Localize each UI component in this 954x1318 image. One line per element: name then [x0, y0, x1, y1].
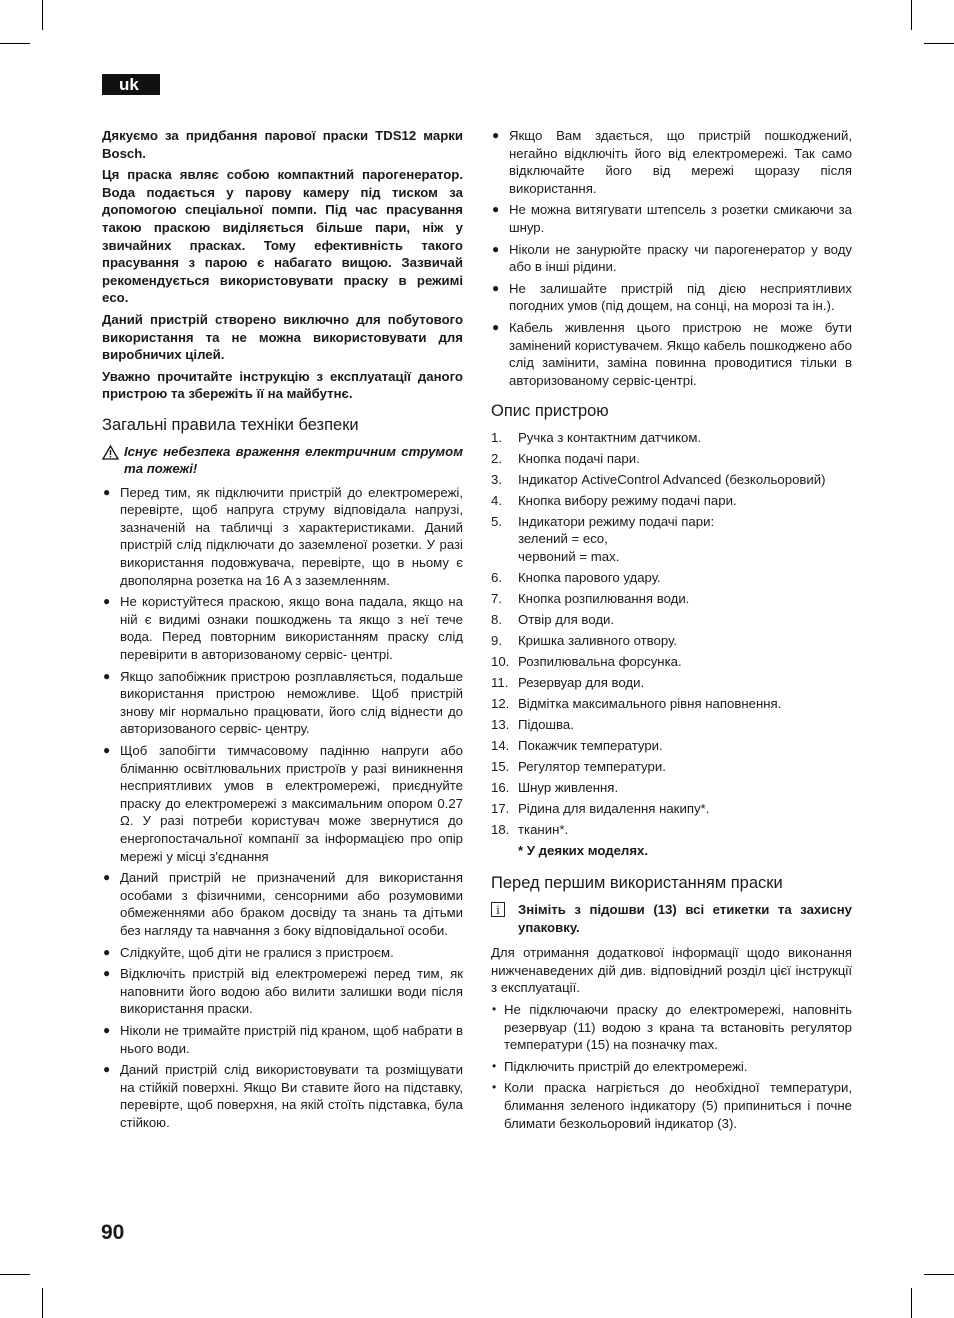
description-heading: Опис пристрою	[491, 402, 609, 421]
info-text: Зніміть з підошви (13) всі етикетки та захисну упаковку.	[518, 902, 852, 935]
bullet-icon: ●	[103, 1022, 111, 1037]
list-item: • Коли праска нагріється до необхідної температури, блимання зеленого індикатору (5) припиниться і почне блимати безкольоровий індикатор (3).	[492, 1080, 852, 1131]
page-number: 90	[101, 1221, 125, 1244]
list-item: 1. Ручка з контактним датчиком.	[491, 429, 702, 445]
list-item: 14. Покажчик температури.	[491, 737, 663, 753]
list-item: 16. Шнур живлення.	[491, 779, 619, 795]
list-item: ● Якщо Вам здається, що пристрій пошкоджений, негайно відключіть його від електромережі. Так само відключайте його від мережі щоразу після використання.	[492, 128, 852, 196]
list-item: 2. Кнопка подачі пари.	[491, 450, 640, 466]
right-column	[491, 127, 852, 1136]
crop-mark	[0, 43, 30, 44]
list-item: ● Даний пристрій слід використовувати та розміщувати на стійкій поверхні. Якщо Ви ставите його на підставку, перевірте, щоб поверхня, на якій стоїть підставка, була стійкою.	[103, 1062, 463, 1130]
list-item: 5. Індикатори режиму подачі пари: зелений = eco, червоний = max.	[491, 513, 715, 565]
crop-mark	[924, 43, 954, 44]
warning-triangle-icon	[102, 445, 119, 460]
bullet-icon: ●	[492, 241, 500, 256]
list-item: 18. тканин*.	[491, 821, 569, 837]
safety-list-continued	[491, 127, 852, 389]
intro-paragraph: Даний пристрій створено виключно для побутового використання та не можна використовувати для виробничих цілей.	[102, 311, 463, 363]
bullet-icon: ●	[492, 280, 500, 295]
warning-note	[102, 443, 463, 478]
list-item: ● Не залишайте пристрій під дією несприятливих погодних умов (під дощем, на сонці, на морозі та ін.).	[492, 280, 852, 314]
list-item: ● Відключіть пристрій від електромережі перед тим, як наповнити його водою або вилити залишки води після використання праски.	[103, 966, 463, 1017]
list-item: 8. Отвір для води.	[491, 611, 615, 627]
bullet-icon: ●	[103, 944, 111, 959]
first-use-paragraph: Для отримання додаткової інформації щодо виконання нижченаведених дій див. відповідний розділ цієї інструкції з експлуатації.	[491, 945, 852, 996]
list-item: ● Не користуйтеся праскою, якщо вона падала, якщо на ній є видимі ознаки пошкоджень та якщо з неї тече вода. Перед повторним використанням праску слід перевірити в авторизованому сервіс- центрі.	[103, 594, 463, 663]
bullet-icon: ●	[492, 202, 500, 217]
bullet-icon: ●	[103, 870, 111, 885]
list-item: ● Кабель живлення цього пристрою не може бути замінений користувачем. Якщо кабель пошкоджено або слід замінити, заміна повинна проводитися тільки в авторизованому сервіс-центрі.	[492, 319, 852, 388]
crop-mark	[42, 0, 43, 30]
crop-mark	[911, 1288, 912, 1318]
info-note	[491, 901, 852, 936]
list-item: 6. Кнопка парового удару.	[491, 570, 661, 586]
bullet-icon: ●	[103, 966, 111, 981]
intro-paragraph: Ця праска являє собою компактний парогенератор. Вода подається у парову камеру під тиском за допомогою спеціальної помпи. Під час прасування такою праскою виділяється більше пари, ніж у звичайних прасках. Тому ефективність такого прасування з парою є набагато вищою. Зазвичай рекомендується використовувати праску в режимі eco.	[102, 167, 463, 306]
intro-paragraph: Уважно прочитайте інструкцію з експлуатації даного пристрою та збережіть її на майбутнє.	[102, 368, 463, 402]
safety-heading: Загальні правила техніки безпеки	[102, 415, 359, 434]
bullet-icon: •	[492, 1080, 497, 1095]
list-item: ● Не можна витягувати штепсель з розетки смикаючи за шнур.	[492, 202, 852, 235]
warning-text: Існує небезпека враження електричним струмом та пожежі!	[124, 443, 463, 477]
list-item: 17. Рідина для видалення накипу*.	[491, 800, 710, 816]
list-item: 15. Регулятор температури.	[491, 758, 666, 774]
crop-mark	[0, 1274, 30, 1275]
list-item: ● Слідкуйте, щоб діти не гралися з пристроєм.	[103, 944, 394, 960]
crop-mark	[924, 1274, 954, 1275]
footnote: * У деяких моделях.	[518, 842, 649, 858]
list-item: 9. Кришка заливного отвору.	[491, 632, 678, 648]
first-use-list	[491, 1001, 852, 1132]
list-item: • Не підключаючи праску до електромережі, наповніть резервуар (11) водою з крана та встановіть регулятор температури (15) на позначку max.	[492, 1001, 852, 1053]
info-icon: i	[491, 902, 505, 917]
list-item: 11. Резервуар для води.	[491, 674, 645, 690]
language-badge: uk	[102, 74, 160, 95]
list-item: 7. Кнопка розпилювання води.	[491, 591, 690, 606]
bullet-icon: ●	[103, 743, 111, 757]
crop-mark	[42, 1288, 43, 1318]
list-item: ● Перед тим, як підключити пристрій до електромережі, перевірте, щоб напруга струму відповідала напрузі, зазначеній на табличці з характеристиками. Даний пристрій слід підключати до заземленої розетки. У разі використання подовжувача, перевірте, що в ньому є двополярна розетка на 16 A з заземленням.	[103, 484, 463, 588]
bullet-icon: •	[492, 1058, 497, 1073]
list-item: • Підключить пристрій до електромережі.	[492, 1058, 748, 1074]
intro-paragraph: Дякуємо за придбання парової праски TDS12 марки Bosch.	[102, 128, 463, 161]
bullet-icon: •	[492, 1001, 497, 1016]
crop-mark	[911, 0, 912, 30]
bullet-icon: ●	[103, 484, 111, 499]
first-use-heading: Перед першим використанням праски	[491, 874, 783, 893]
list-item: 10. Розпилювальна форсунка.	[491, 653, 682, 669]
list-item: 12. Відмітка максимального рівня наповнення.	[491, 695, 782, 711]
list-item: 3. Індикатор ActiveControl Advanced (безкольоровий)	[491, 471, 826, 487]
list-item: ● Ніколи не занурюйте праску чи парогенератор у воду або в інші рідини.	[492, 241, 852, 275]
safety-list	[102, 484, 463, 1132]
list-item: 4. Кнопка вибору режиму подачі пари.	[491, 492, 737, 508]
bullet-icon: ●	[492, 128, 500, 142]
list-item: 13. Підошва.	[491, 716, 574, 732]
list-item: ● Даний пристрій не призначений для використання особами з фізичними, сенсорними або розумовими обмеженнями або браком досвіду та знань та дітьми без нагляду та навчання з боку відповідальної особи.	[103, 870, 463, 938]
parts-list	[491, 429, 852, 839]
list-item: ● Якщо запобіжник пристрою розплавляється, подальше використання пристрою неможливе. Щоб пристрій знову міг нормально працювати, його слід віднести до авторизованого сервіс- центру.	[103, 668, 463, 737]
bullet-icon: ●	[103, 1062, 111, 1077]
list-item: ● Щоб запобігти тимчасовому падінню напруги або бліманню освітлювальних пристроїв у разі виникнення несприятливих умов в електромережі, приєднуйте праску до електромережі з максимальним опором 0.27 Ω. У разі потреби користувач може звернутися до енергопостачальної компанії за інформацією про опір мережі у місці з'єднання	[103, 743, 463, 864]
bullet-icon: ●	[492, 319, 500, 334]
bullet-icon: ●	[103, 668, 111, 683]
list-item: ● Ніколи не тримайте пристрій під краном, щоб набрати в нього води.	[103, 1022, 463, 1056]
bullet-icon: ●	[103, 594, 111, 609]
left-column	[102, 127, 463, 1135]
